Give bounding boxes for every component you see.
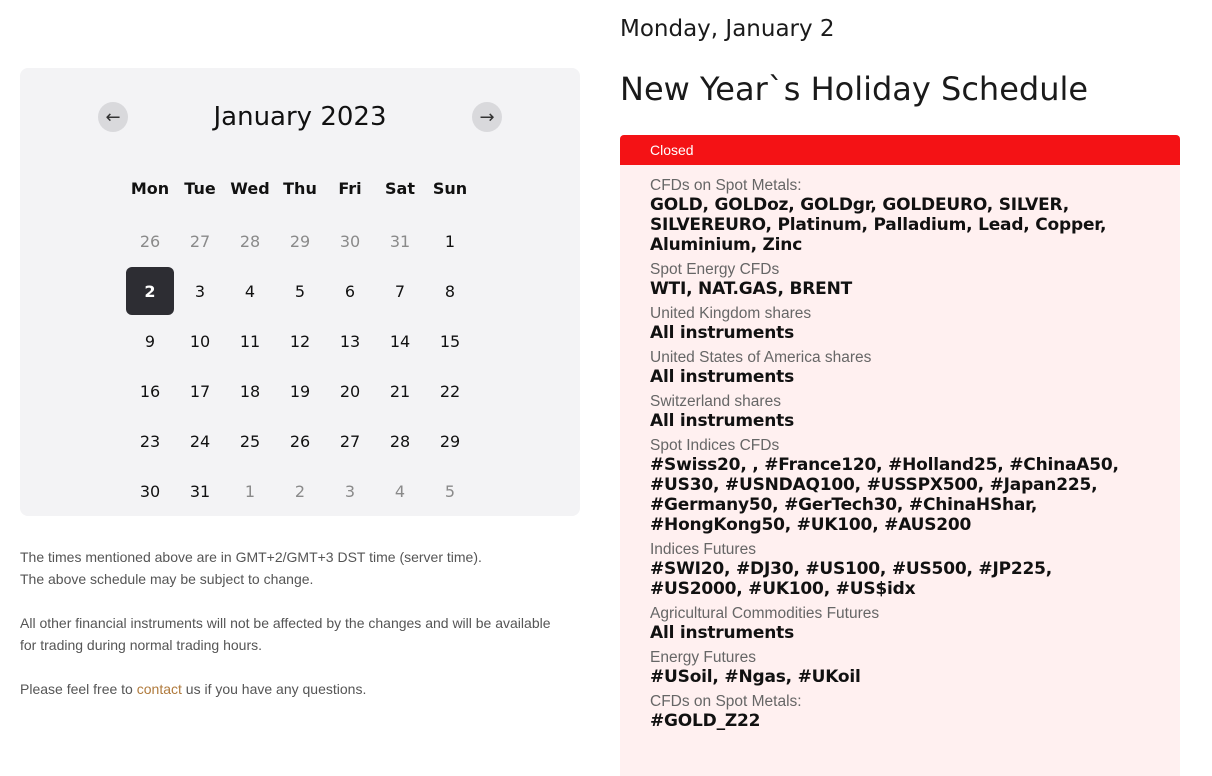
group-label: Agricultural Commodities Futures <box>650 605 880 622</box>
day-cell[interactable] <box>375 366 425 416</box>
day-number: 28 <box>239 231 261 251</box>
day-cell[interactable] <box>275 366 325 416</box>
day-number: 27 <box>189 231 211 251</box>
day-cell[interactable] <box>175 416 225 466</box>
day-cell[interactable] <box>275 466 325 516</box>
day-number: 23 <box>139 431 161 451</box>
day-cell[interactable] <box>375 216 425 266</box>
day-cell[interactable] <box>225 316 275 366</box>
instrument-group <box>650 261 1150 299</box>
day-number: 4 <box>244 281 256 301</box>
day-number: 8 <box>444 281 456 301</box>
day-number: 30 <box>139 481 161 501</box>
day-number: 20 <box>339 381 361 401</box>
day-number: 30 <box>339 231 361 251</box>
day-cell[interactable] <box>225 366 275 416</box>
day-number: 29 <box>439 431 461 451</box>
day-cell[interactable] <box>225 266 275 316</box>
instrument-group <box>650 693 1150 731</box>
day-number: 10 <box>189 331 211 351</box>
day-number: 26 <box>139 231 161 251</box>
page-title: New Year`s Holiday Schedule <box>620 70 1089 108</box>
group-instruments: #Swiss20, , #France120, #Holland25, #ChinaA50, #US30, #USNDAQ100, #USSPX500, #Japan225, #Germany50, #GerTech30, #ChinaHShar, #HongKong50, #UK100, #AUS200 <box>650 455 1119 535</box>
group-label: Switzerland shares <box>650 393 781 410</box>
day-cell[interactable] <box>375 316 425 366</box>
day-cell[interactable] <box>175 466 225 516</box>
weekday-sat: Sat <box>385 179 415 198</box>
day-number: 12 <box>289 331 311 351</box>
day-number: 3 <box>344 481 356 501</box>
day-cell[interactable] <box>125 466 175 516</box>
day-number: 29 <box>289 231 311 251</box>
instrument-group <box>650 649 1150 687</box>
day-cell[interactable] <box>425 266 475 316</box>
day-cell[interactable] <box>425 466 475 516</box>
day-number: 11 <box>239 331 261 351</box>
instrument-group <box>650 541 1150 599</box>
day-number: 17 <box>189 381 211 401</box>
day-number: 7 <box>394 281 406 301</box>
group-label: Spot Indices CFDs <box>650 437 780 454</box>
next-month-button[interactable] <box>472 102 502 132</box>
day-number: 1 <box>244 481 256 501</box>
group-instruments: WTI, NAT.GAS, BRENT <box>650 279 853 299</box>
day-grid <box>125 216 475 516</box>
weekday-fri: Fri <box>338 179 362 198</box>
group-instruments: #SWI20, #DJ30, #US100, #US500, #JP225, #US2000, #UK100, #US$idx <box>650 559 1052 599</box>
weekday-sun: Sun <box>432 179 468 198</box>
day-cell[interactable] <box>375 416 425 466</box>
day-cell[interactable] <box>325 316 375 366</box>
day-number: 31 <box>389 231 411 251</box>
calendar-header <box>20 100 580 134</box>
group-instruments: All instruments <box>650 411 794 431</box>
contact-note-before: Please feel free to <box>20 681 137 697</box>
group-label: Energy Futures <box>650 649 756 666</box>
day-cell[interactable] <box>325 416 375 466</box>
day-cell[interactable] <box>225 466 275 516</box>
day-cell[interactable] <box>425 416 475 466</box>
day-cell[interactable] <box>325 216 375 266</box>
day-cell[interactable] <box>175 366 225 416</box>
day-cell[interactable] <box>375 466 425 516</box>
day-number: 18 <box>239 381 261 401</box>
day-cell-selected[interactable] <box>125 266 175 316</box>
timezone-note-line2: The above schedule may be subject to change. <box>20 571 314 587</box>
other-instruments-note: All other financial instruments will not be affected by the changes and will be available for trading during normal trading hours. <box>20 615 551 653</box>
timezone-note <box>20 546 560 590</box>
group-instruments: #USoil, #Ngas, #UKoil <box>650 667 861 687</box>
group-instruments: All instruments <box>650 623 794 643</box>
group-label: United States of America shares <box>650 349 872 366</box>
day-number: 1 <box>444 231 456 251</box>
day-number: 14 <box>389 331 411 351</box>
instrument-groups <box>620 165 1180 731</box>
group-label: CFDs on Spot Metals: <box>650 177 802 194</box>
day-number: 9 <box>144 331 156 351</box>
day-cell[interactable] <box>275 216 325 266</box>
day-number: 5 <box>294 281 306 301</box>
group-label: Spot Energy CFDs <box>650 261 780 278</box>
day-number: 2 <box>294 481 306 501</box>
day-cell[interactable] <box>425 366 475 416</box>
calendar-card <box>20 68 580 516</box>
instrument-group <box>650 393 1150 431</box>
day-cell[interactable] <box>425 216 475 266</box>
contact-note-after: us if you have any questions. <box>181 681 367 697</box>
day-number: 15 <box>439 331 461 351</box>
group-instruments: #GOLD_Z22 <box>650 711 761 731</box>
day-cell[interactable] <box>125 416 175 466</box>
group-label: Indices Futures <box>650 541 756 558</box>
day-number: 5 <box>444 481 456 501</box>
day-cell[interactable] <box>225 216 275 266</box>
day-cell[interactable] <box>175 316 225 366</box>
group-instruments: GOLD, GOLDoz, GOLDgr, GOLDEURO, SILVER, SILVEREURO, Platinum, Palladium, Lead, Copper, Aluminium, Zinc <box>650 195 1107 255</box>
instrument-group <box>650 349 1150 387</box>
weekday-row <box>125 178 475 200</box>
day-cell[interactable] <box>175 216 225 266</box>
selected-date-heading: Monday, January 2 <box>620 16 835 42</box>
day-cell[interactable] <box>325 466 375 516</box>
day-number: 6 <box>344 281 356 301</box>
instrument-group <box>650 305 1150 343</box>
weekday-tue: Tue <box>184 179 216 198</box>
instrument-group <box>650 177 1150 255</box>
day-number: 25 <box>239 431 261 451</box>
day-number: 28 <box>389 431 411 451</box>
day-cell[interactable] <box>125 366 175 416</box>
arrow-right-icon: → <box>479 106 495 128</box>
day-cell[interactable] <box>125 216 175 266</box>
weekday-mon: Mon <box>130 179 170 198</box>
day-number: 31 <box>189 481 211 501</box>
day-cell[interactable] <box>275 316 325 366</box>
day-cell[interactable] <box>125 316 175 366</box>
schedule-panel <box>620 135 1180 776</box>
day-cell[interactable] <box>325 366 375 416</box>
day-number: 13 <box>339 331 361 351</box>
day-number: 22 <box>439 381 461 401</box>
day-cell[interactable] <box>425 316 475 366</box>
weekday-thu: Thu <box>283 179 317 198</box>
day-cell[interactable] <box>275 416 325 466</box>
day-number: 27 <box>339 431 361 451</box>
group-instruments: All instruments <box>650 367 794 387</box>
weekday-wed: Wed <box>230 179 270 198</box>
schedule-notes <box>20 546 560 722</box>
day-number: 3 <box>194 281 206 301</box>
day-cell[interactable] <box>275 266 325 316</box>
group-label: CFDs on Spot Metals: <box>650 693 802 710</box>
day-cell[interactable] <box>325 266 375 316</box>
month-title: January 2023 <box>213 102 387 132</box>
instrument-group <box>650 605 1150 643</box>
contact-link[interactable]: contact <box>136 681 182 697</box>
day-number: 19 <box>289 381 311 401</box>
instrument-group <box>650 437 1150 535</box>
timezone-note-line1: The times mentioned above are in GMT+2/GMT+3 DST time (server time). <box>20 549 482 565</box>
day-number: 24 <box>189 431 211 451</box>
group-instruments: All instruments <box>650 323 794 343</box>
status-bar: Closed <box>620 135 1180 165</box>
group-label: United Kingdom shares <box>650 305 812 322</box>
day-number: 26 <box>289 431 311 451</box>
day-number: 2 <box>126 267 174 315</box>
day-number: 16 <box>139 381 161 401</box>
arrow-left-icon: ← <box>105 106 121 128</box>
day-number: 4 <box>394 481 406 501</box>
day-number: 21 <box>389 381 411 401</box>
contact-note <box>20 678 560 700</box>
day-cell[interactable] <box>175 266 225 316</box>
day-cell[interactable] <box>225 416 275 466</box>
day-cell[interactable] <box>375 266 425 316</box>
